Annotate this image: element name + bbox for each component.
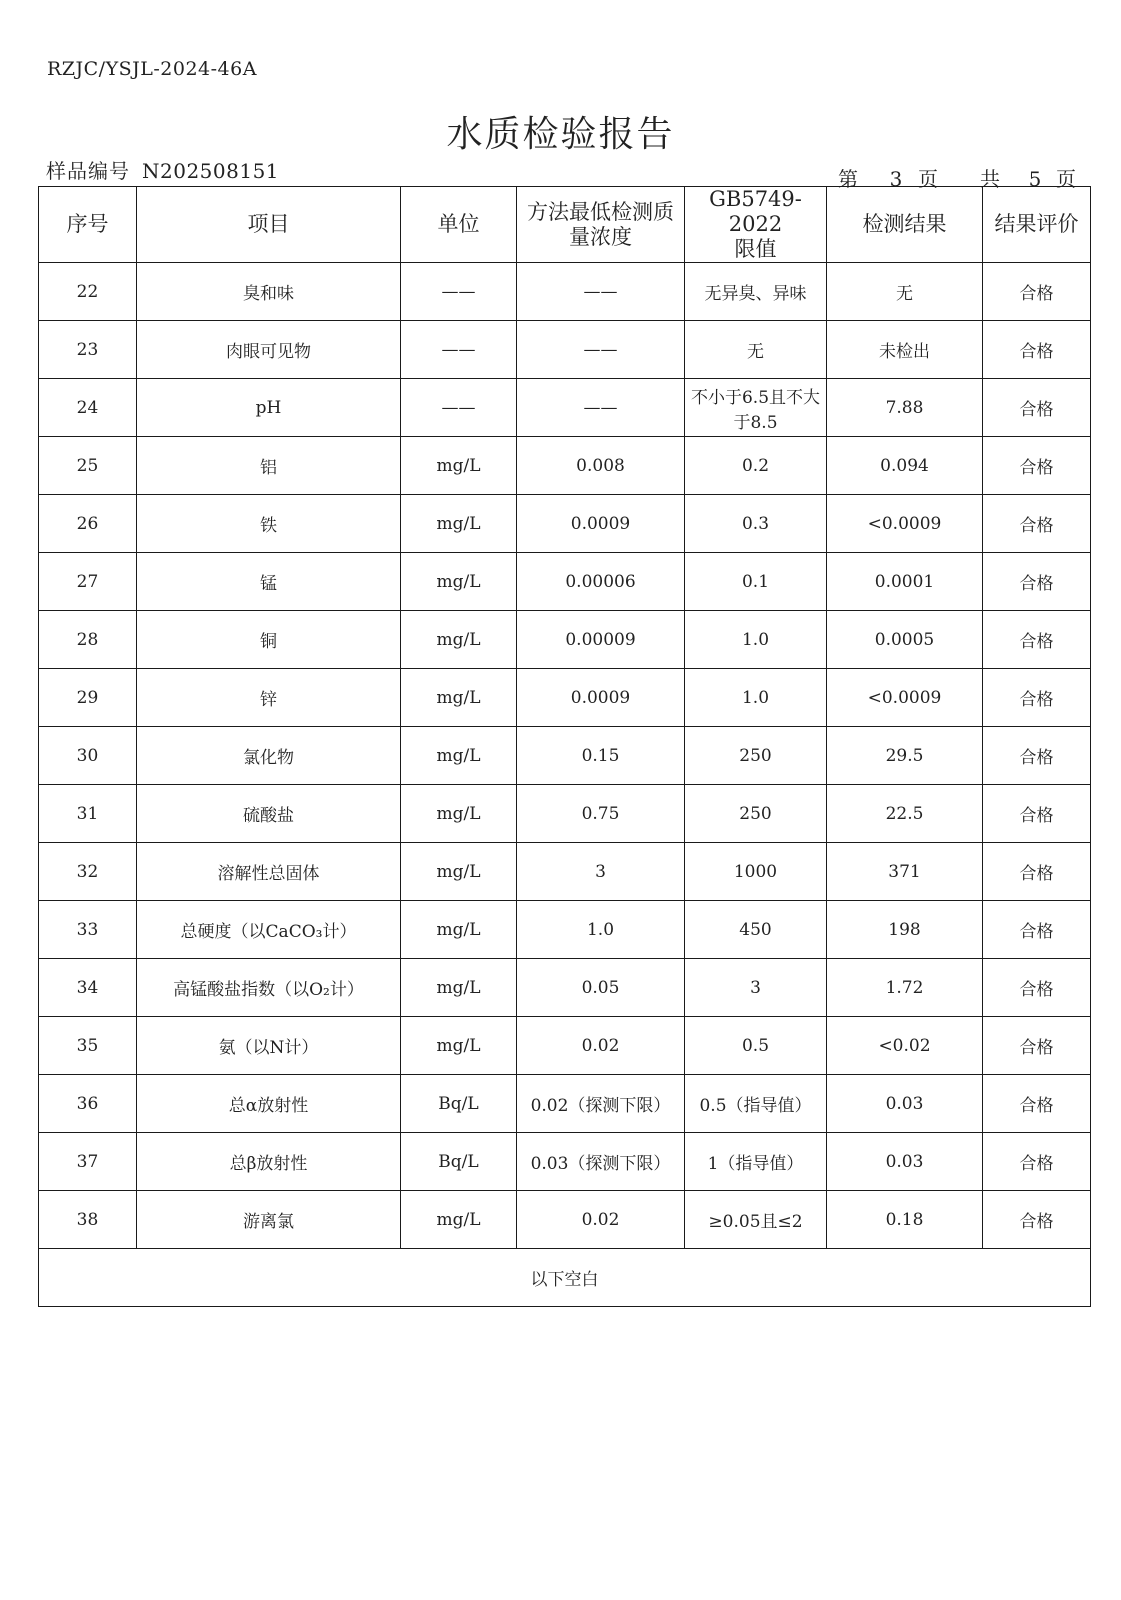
table-row [39,669,1091,727]
unit: —— [401,321,517,379]
table-row [39,785,1091,843]
header-unit: 单位 [401,187,517,263]
standard-limit: 250 [685,785,827,843]
item-name: 氯化物 [137,727,401,785]
test-result: 0.03 [827,1133,983,1191]
sample-number-value: N202508151 [142,159,280,183]
table-row [39,263,1091,321]
evaluation: 合格 [983,437,1091,495]
detection-limit: 0.02 [517,1017,685,1075]
standard-limit: 无 [685,321,827,379]
page-prefix: 第 [838,167,858,191]
row-number: 25 [39,437,137,495]
blank-remark-row [39,1249,1091,1307]
detection-limit: 0.02（探测下限） [517,1075,685,1133]
row-number: 37 [39,1133,137,1191]
evaluation: 合格 [983,321,1091,379]
detection-limit: —— [517,321,685,379]
blank-remark: 以下空白 [39,1249,1091,1307]
standard-limit: 0.5（指导值） [685,1075,827,1133]
page-total: 5 [1028,167,1042,191]
test-result: 未检出 [827,321,983,379]
unit: mg/L [401,959,517,1017]
item-name: 锌 [137,669,401,727]
row-number: 22 [39,263,137,321]
header-result: 检测结果 [827,187,983,263]
test-result: 29.5 [827,727,983,785]
row-number: 38 [39,1191,137,1249]
detection-limit: 3 [517,843,685,901]
unit: mg/L [401,785,517,843]
header-method-limit: 方法最低检测质 量浓度 [517,187,685,263]
standard-limit: 0.3 [685,495,827,553]
standard-limit: 0.5 [685,1017,827,1075]
table-row [39,843,1091,901]
sample-number-label: 样品编号 [46,159,130,183]
report-title: 水质检验报告 [446,114,675,155]
unit: mg/L [401,1191,517,1249]
item-name: 总硬度（以CaCO₃计） [137,901,401,959]
detection-limit: 0.0009 [517,495,685,553]
unit: mg/L [401,727,517,785]
table-row [39,321,1091,379]
standard-limit: 0.1 [685,553,827,611]
test-result: <0.0009 [827,669,983,727]
unit: mg/L [401,437,517,495]
evaluation: 合格 [983,553,1091,611]
test-result: 0.0005 [827,611,983,669]
item-name: 锰 [137,553,401,611]
unit: mg/L [401,553,517,611]
test-result: 371 [827,843,983,901]
detection-limit: 0.05 [517,959,685,1017]
standard-limit: ≥0.05且≤2 [685,1191,827,1249]
standard-limit: 1.0 [685,669,827,727]
table-row [39,901,1091,959]
item-name: 溶解性总固体 [137,843,401,901]
table-row [39,611,1091,669]
evaluation: 合格 [983,495,1091,553]
evaluation: 合格 [983,611,1091,669]
table-row [39,437,1091,495]
page-total-prefix: 共 [980,167,1000,191]
unit: mg/L [401,843,517,901]
evaluation: 合格 [983,1075,1091,1133]
test-result: 无 [827,263,983,321]
evaluation: 合格 [983,901,1091,959]
table-row [39,1191,1091,1249]
table-row [39,1075,1091,1133]
detection-limit: 0.75 [517,785,685,843]
row-number: 30 [39,727,137,785]
table-row [39,1133,1091,1191]
detection-limit: 1.0 [517,901,685,959]
row-number: 31 [39,785,137,843]
detection-limit: 0.15 [517,727,685,785]
item-name: 铝 [137,437,401,495]
unit: mg/L [401,495,517,553]
header-no: 序号 [39,187,137,263]
sample-number-line [46,155,279,184]
row-number: 33 [39,901,137,959]
test-result: 0.03 [827,1075,983,1133]
row-number: 24 [39,379,137,437]
page-suffix: 页 [918,167,938,191]
evaluation: 合格 [983,727,1091,785]
standard-limit: 无异臭、异味 [685,263,827,321]
unit: Bq/L [401,1075,517,1133]
test-result: 7.88 [827,379,983,437]
unit: —— [401,263,517,321]
evaluation: 合格 [983,1133,1091,1191]
table-header-row [39,187,1091,263]
test-result: 22.5 [827,785,983,843]
detection-limit: 0.00006 [517,553,685,611]
table-row [39,959,1091,1017]
item-name: 铜 [137,611,401,669]
evaluation: 合格 [983,379,1091,437]
table-row [39,727,1091,785]
evaluation: 合格 [983,843,1091,901]
row-number: 28 [39,611,137,669]
row-number: 35 [39,1017,137,1075]
standard-limit: 1.0 [685,611,827,669]
test-result: 0.0001 [827,553,983,611]
item-name: 臭和味 [137,263,401,321]
table-row [39,495,1091,553]
results-table [38,186,1091,1307]
unit: Bq/L [401,1133,517,1191]
standard-limit: 1（指导值） [685,1133,827,1191]
detection-limit: 0.02 [517,1191,685,1249]
item-name: 铁 [137,495,401,553]
item-name: 高锰酸盐指数（以O₂计） [137,959,401,1017]
detection-limit: —— [517,263,685,321]
standard-limit: 450 [685,901,827,959]
evaluation: 合格 [983,669,1091,727]
unit: mg/L [401,611,517,669]
row-number: 26 [39,495,137,553]
row-number: 36 [39,1075,137,1133]
row-number: 27 [39,553,137,611]
item-name: 氨（以N计） [137,1017,401,1075]
unit: mg/L [401,1017,517,1075]
row-number: 29 [39,669,137,727]
detection-limit: —— [517,379,685,437]
test-result: <0.02 [827,1017,983,1075]
unit: mg/L [401,901,517,959]
header-evaluation: 结果评价 [983,187,1091,263]
test-result: 1.72 [827,959,983,1017]
evaluation: 合格 [983,1191,1091,1249]
evaluation: 合格 [983,263,1091,321]
item-name: 硫酸盐 [137,785,401,843]
test-result: 0.18 [827,1191,983,1249]
unit: —— [401,379,517,437]
item-name: 游离氯 [137,1191,401,1249]
item-name: pH [137,379,401,437]
page-current: 3 [889,167,903,191]
row-number: 32 [39,843,137,901]
standard-limit: 不小于6.5且不大于8.5 [685,379,827,437]
page-total-suffix: 页 [1056,167,1076,191]
test-result: <0.0009 [827,495,983,553]
evaluation: 合格 [983,785,1091,843]
standard-limit: 3 [685,959,827,1017]
row-number: 23 [39,321,137,379]
header-standard-limit: GB5749-2022 限值 [685,187,827,263]
detection-limit: 0.03（探测下限） [517,1133,685,1191]
item-name: 总β放射性 [137,1133,401,1191]
detection-limit: 0.00009 [517,611,685,669]
standard-limit: 250 [685,727,827,785]
test-result: 0.094 [827,437,983,495]
table-row [39,553,1091,611]
item-name: 肉眼可见物 [137,321,401,379]
table-row [39,1017,1091,1075]
unit: mg/L [401,669,517,727]
row-number: 34 [39,959,137,1017]
item-name: 总α放射性 [137,1075,401,1133]
standard-limit: 0.2 [685,437,827,495]
detection-limit: 0.0009 [517,669,685,727]
detection-limit: 0.008 [517,437,685,495]
test-result: 198 [827,901,983,959]
standard-limit: 1000 [685,843,827,901]
document-code: RZJC/YSJL-2024-46A [47,58,257,80]
evaluation: 合格 [983,1017,1091,1075]
table-row [39,379,1091,437]
header-item: 项目 [137,187,401,263]
evaluation: 合格 [983,959,1091,1017]
